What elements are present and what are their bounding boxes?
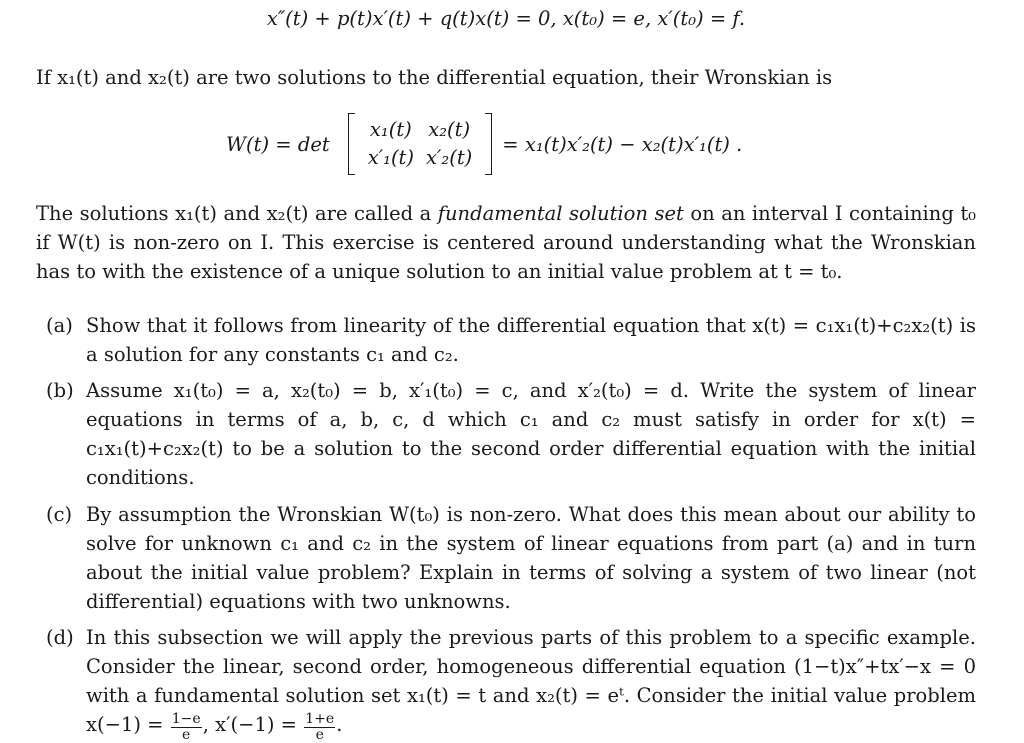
fraction-numerator: 1−e bbox=[171, 710, 201, 727]
fraction-numerator: 1+e bbox=[305, 710, 335, 727]
fraction-denominator: e bbox=[182, 726, 191, 743]
fraction-denominator: e bbox=[315, 726, 324, 743]
list-item-c bbox=[36, 500, 976, 616]
part-label: (c) bbox=[46, 503, 73, 526]
part-d-text: In this subsection we will apply the previous parts of this problem to a specific example. Consider the linear, second order, homogeneous differential equation (1−t)x″+tx′−x = 0 with a fundamental solution set x₁(t) = t and x₂(t) = eᵗ. Consider the initial value problem x(−1) = bbox=[86, 626, 976, 736]
definition-emphasis: fundamental solution set bbox=[437, 202, 684, 225]
definition-text-before: The solutions x₁(t) and x₂(t) are called a bbox=[36, 202, 438, 225]
ivp-equation: x″(t) + p(t)x′(t) + q(t)x(t) = 0, x(t₀) = e, x′(t₀) = f. bbox=[266, 7, 746, 30]
part-text bbox=[86, 623, 976, 742]
part-text: By assumption the Wronskian W(t₀) is non-zero. What does this mean about our ability to solve for unknown c₁ and c₂ in the system of linear equations from part (a) and in turn about the initial value problem? Explain in terms of solving a system of two linear (not differential) equations with two unknowns. bbox=[86, 503, 976, 613]
definition-paragraph bbox=[36, 199, 976, 286]
matrix-cell: x₂(t) bbox=[428, 118, 471, 141]
matrix-cell: x₁(t) bbox=[369, 118, 412, 141]
wronskian-matrix bbox=[348, 116, 493, 172]
wronskian-display bbox=[226, 112, 742, 176]
matrix-cell: x′₁(t) bbox=[367, 146, 414, 169]
list-item-d bbox=[36, 623, 976, 742]
part-label: (d) bbox=[46, 626, 74, 649]
wronskian-rhs: = x₁(t)x′₂(t) − x₂(t)x′₁(t) . bbox=[502, 132, 743, 156]
wronskian-lhs: W(t) = det bbox=[226, 132, 330, 156]
part-d-mid: , x′(−1) = bbox=[202, 713, 304, 736]
part-d-end: . bbox=[336, 713, 343, 736]
part-label: (a) bbox=[46, 314, 73, 337]
list-item-b bbox=[36, 376, 976, 492]
intro-paragraph bbox=[36, 63, 976, 92]
list-item-a bbox=[36, 311, 976, 369]
definition-text-after: on an interval I containing t₀ if W(t) is non-zero on I. This exercise is centered around understanding what the Wronskian has to with the existence of a unique solution to an initial value problem at t = t₀. bbox=[36, 202, 976, 283]
part-text: Show that it follows from linearity of the differential equation that x(t) = c₁x₁(t)+c₂x₂(t) is a solution for any constants c₁ and c₂. bbox=[86, 314, 976, 366]
fraction bbox=[171, 712, 202, 742]
matrix-cell: x′₂(t) bbox=[426, 146, 473, 169]
intro-text: If x₁(t) and x₂(t) are two solutions to the differential equation, their Wronskian is bbox=[36, 66, 833, 89]
part-text: Assume x₁(t₀) = a, x₂(t₀) = b, x′₁(t₀) = c, and x′₂(t₀) = d. Write the system of linear equations in terms of a, b, c, d which c₁ and c₂ must satisfy in order for x(t) = c₁x₁(t)+c₂x₂(t) to be a solution to the second order differential equation with the initial conditions. bbox=[86, 379, 976, 489]
fraction bbox=[304, 712, 335, 742]
part-label: (b) bbox=[46, 379, 74, 402]
